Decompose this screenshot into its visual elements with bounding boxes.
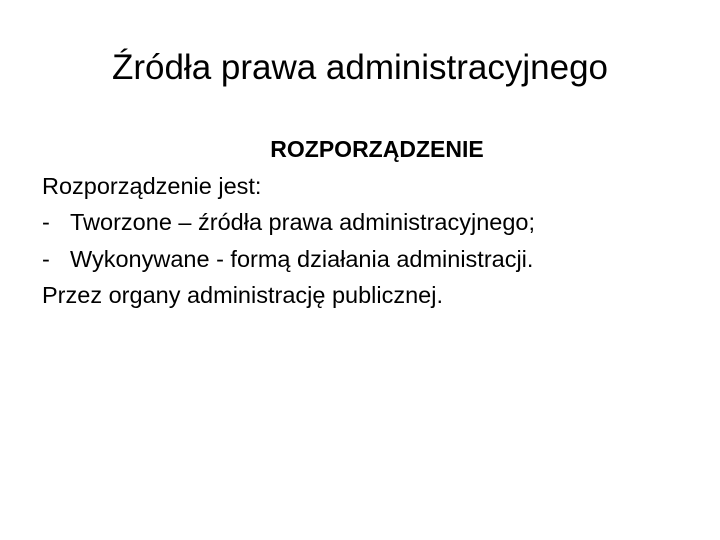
section-heading: ROZPORZĄDZENIE: [270, 136, 484, 162]
slide-title: Źródła prawa administracyjnego: [111, 48, 609, 87]
intro-text: Rozporządzenie jest:: [42, 172, 262, 199]
closing-text: Przez organy administrację publicznej.: [42, 282, 443, 308]
bullet-dash: -: [42, 209, 50, 235]
bullet-dash: -: [42, 245, 50, 272]
bullet-item: [42, 241, 682, 278]
slide-content: [42, 131, 682, 314]
bullet-text: Wykonywane - formą działania administracji.: [70, 245, 534, 272]
bullet-item: [42, 204, 682, 241]
bullet-text: Tworzone – źródła prawa administracyjnego;: [70, 209, 536, 235]
